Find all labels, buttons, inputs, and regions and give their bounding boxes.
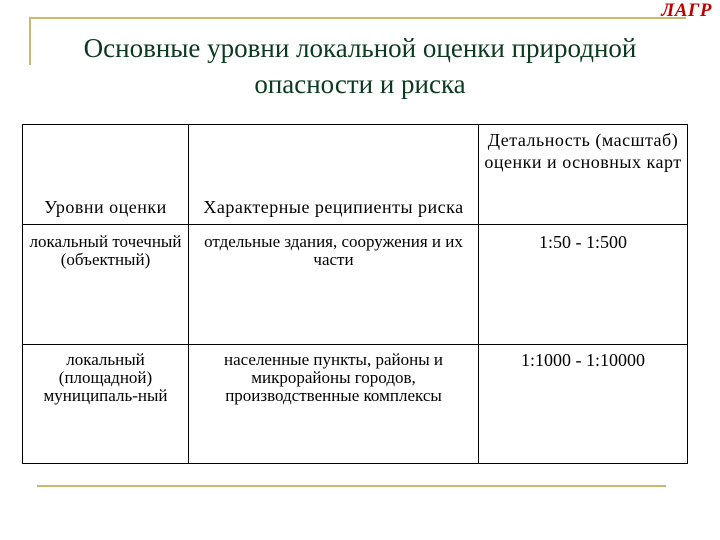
- decorative-top-rule: [30, 17, 686, 19]
- page-title: [0, 30, 720, 102]
- header-recipients: Характерные реципиенты риска: [189, 125, 479, 225]
- cell-scale: 1:1000 - 1:10000: [479, 345, 688, 464]
- cell-level: локальный (площадной) муниципаль-ный: [23, 345, 189, 464]
- title-line-2: опасности и риска: [254, 69, 466, 99]
- table-row: [23, 345, 688, 464]
- cell-scale: 1:50 - 1:500: [479, 225, 688, 345]
- risk-levels-table: [22, 124, 688, 464]
- cell-recipients: отдельные здания, сооружения и их части: [189, 225, 479, 345]
- header-levels: Уровни оценки: [23, 125, 189, 225]
- title-line-1: Основные уровни локальной оценки природной: [83, 33, 637, 63]
- cell-recipients: населенные пункты, районы и микрорайоны городов, производственные комплексы: [189, 345, 479, 464]
- decorative-bottom-rule: [37, 485, 666, 487]
- cell-level: локальный точечный (объектный): [23, 225, 189, 345]
- table-header-row: [23, 125, 688, 225]
- table-row: [23, 225, 688, 345]
- lagr-logo: ЛАГР: [661, 0, 712, 21]
- header-detail-scale: Детальность (масштаб) оценки и основных карт: [479, 125, 688, 225]
